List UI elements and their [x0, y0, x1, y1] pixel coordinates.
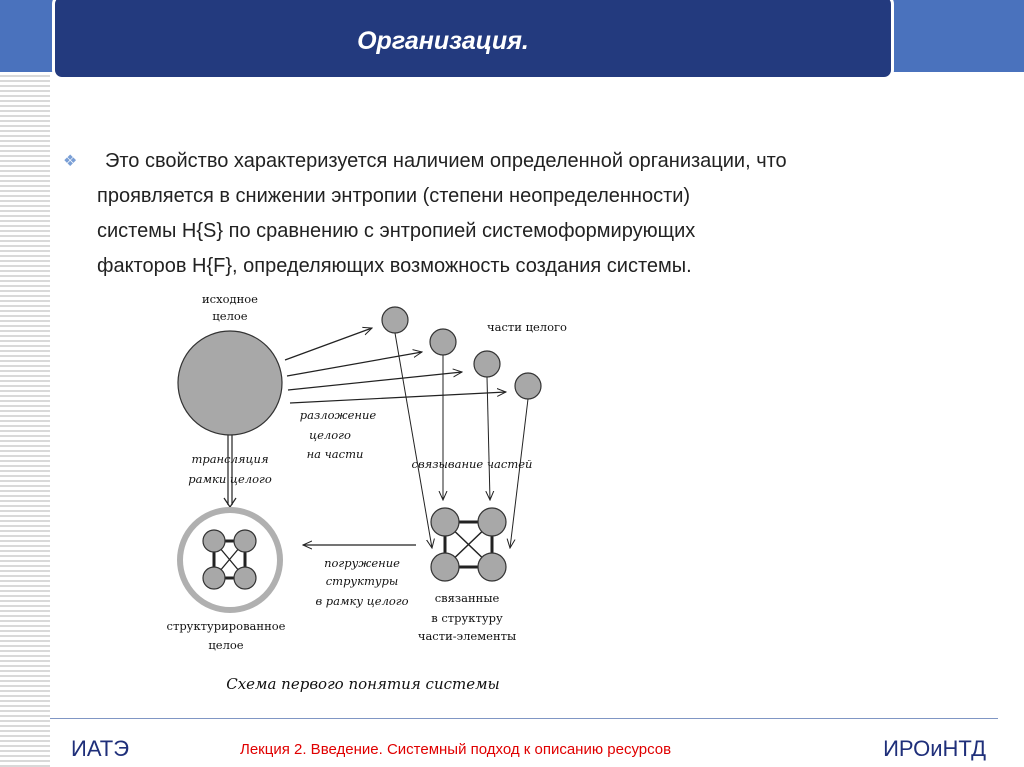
footer-divider	[50, 718, 998, 719]
part-circle	[382, 307, 408, 333]
part-circle	[474, 351, 500, 377]
part-circle	[515, 373, 541, 399]
footer-right: ИРОиНТД	[883, 736, 986, 761]
footer-left: ИАТЭ	[71, 736, 130, 761]
label-decomposition: разложение	[299, 408, 377, 422]
element-circle	[431, 553, 459, 581]
body-line: факторов H{F}, определяющих возможность создания системы.	[97, 255, 692, 277]
element-circle	[478, 508, 506, 536]
label-immersion: погружение	[324, 556, 400, 570]
element-circle	[478, 553, 506, 581]
label-parts: части целого	[487, 320, 567, 334]
label-bound-parts: части-элементы	[417, 629, 517, 643]
body-line: системы H{S} по сравнению с энтропией системоформирующих	[97, 220, 696, 242]
label-decomposition: целого	[309, 428, 351, 442]
label-translation: рамки целого	[188, 472, 272, 486]
diamond-bullet-icon: ❖	[63, 153, 78, 170]
binding-arrow	[510, 399, 528, 548]
slide-title: Организация.	[357, 26, 529, 55]
body-line: проявляется в снижении энтропии (степени неопределенности)	[97, 185, 691, 207]
label-bound-parts: связанные	[434, 591, 500, 605]
decompose-arrow	[290, 392, 506, 403]
binding-arrow	[395, 333, 432, 548]
label-bound-parts: в структуру	[431, 611, 503, 625]
source-whole-circle	[178, 331, 282, 435]
body-line: Это свойство характеризуется наличием определенной организации, что	[105, 150, 787, 172]
element-circle	[234, 530, 256, 552]
decompose-arrow	[285, 328, 372, 360]
footer-lecture-title: Лекция 2. Введение. Системный подход к описанию ресурсов	[240, 741, 672, 758]
label-immersion: структуры	[325, 574, 399, 588]
label-structured-whole: структурированное	[166, 619, 286, 633]
label-immersion: в рамку целого	[315, 594, 409, 608]
decompose-arrow	[288, 372, 462, 390]
label-binding: связывание частей	[411, 457, 533, 471]
element-circle	[203, 567, 225, 589]
part-circle	[430, 329, 456, 355]
diagram-caption: Схема первого понятия системы	[226, 675, 500, 693]
element-circle	[203, 530, 225, 552]
label-decomposition: на части	[306, 447, 364, 461]
binding-arrow	[487, 377, 490, 500]
translation-arrowhead	[224, 498, 236, 507]
element-circle	[234, 567, 256, 589]
label-structured-whole: целое	[208, 638, 244, 652]
element-circle	[431, 508, 459, 536]
label-source-whole: целое	[212, 309, 248, 323]
label-source-whole: исходное	[202, 292, 258, 306]
label-translation: трансляция	[191, 452, 269, 466]
